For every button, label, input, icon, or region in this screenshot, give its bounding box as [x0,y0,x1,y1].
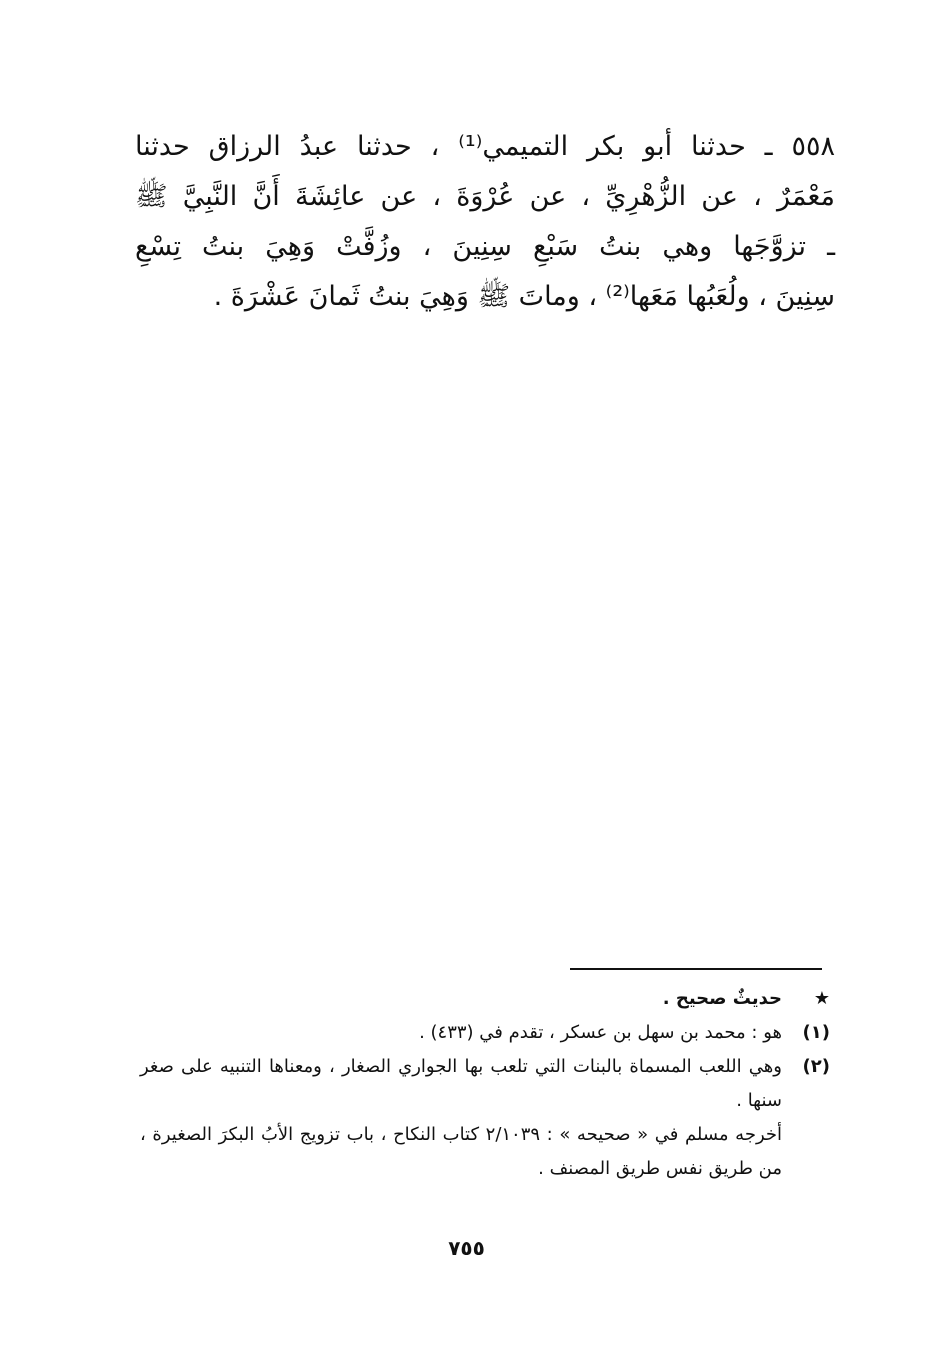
footnote-text: وهي اللعب المسماة بالبنات التي تلعب بها الجواري الصغار ، ومعناها التنبيه على صغر سنها . [140,1056,782,1111]
footnote-text: هو : محمد بن سهل بن عسكر ، تقدم في (٤٣٣) . [419,1022,782,1043]
footnote-text: حديثٌ صحيح . [662,988,782,1009]
hadith-558-text [135,122,835,322]
footnote-number: (١) [802,1022,830,1043]
footnote-separator [570,968,822,970]
footnote-2 [140,1050,830,1118]
footnote-takhrij [140,1118,830,1186]
hadith-line: ٥٥٨ ـ حدثنا أبو بكر التميمي⁽¹⁾ ، حدثنا عبدُ الرزاق حدثنا [135,131,835,162]
star-icon: ★ [813,988,830,1009]
page-number: ٧٥٥ [448,1236,485,1260]
footnote-text: أخرجه مسلم في « صحيحه » : ٢/١٠٣٩ كتاب النكاح ، باب تزويج الأبُ البكرَ الصغيرة ، من طريق نفس طريق المصنف . [140,1124,783,1179]
footnote-1 [140,1016,830,1050]
footnote-grading [140,982,830,1016]
footnote-number: (٢) [802,1056,830,1077]
hadith-line: سِنِينَ ، ولُعَبُها مَعَها⁽²⁾ ، وماتَ ﷺ وَهِيَ بنتُ ثَمانَ عَشْرَةَ . [213,281,835,312]
hadith-line: مَعْمَرٌ ، عن الزُّهْرِيِّ ، عن عُرْوَةَ ، عن عائِشَةَ أَنَّ النَّبِيَّ ﷺ [135,181,835,212]
footnotes [140,982,830,1186]
hadith-line: ـ تزوَّجَها وهي بنتُ سَبْعِ سِنِينَ ، وزُفَّتْ وَهِيَ بنتُ تِسْعِ [135,231,835,262]
